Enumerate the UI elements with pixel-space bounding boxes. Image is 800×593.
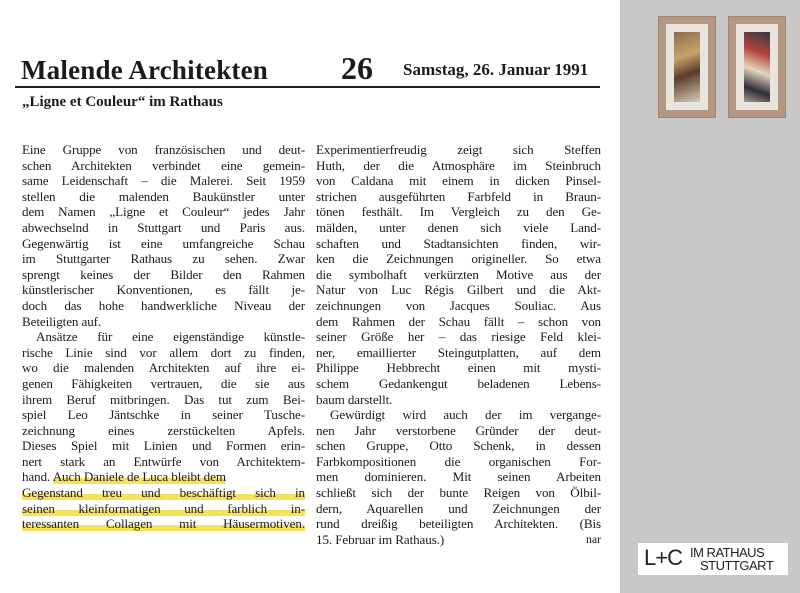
newspaper-header [15, 52, 600, 86]
text-line-last [316, 532, 601, 548]
text-line: von Caldana mit einem in dicken Pinsel- [316, 173, 601, 189]
author-signature: nar [585, 531, 601, 546]
text-line: men dominieren. Mit seinen Arbeiten [316, 469, 601, 485]
framed-artwork-thumbnail [658, 16, 716, 118]
text-line: spiel Leo Jäntschke in seiner Tusche- [22, 407, 305, 423]
page-number: 26 [341, 50, 373, 86]
text-fragment: 15. Februar im Rathaus.) [316, 531, 445, 547]
article-headline: „Ligne et Couleur“ im Rathaus [22, 94, 223, 110]
article-column-2 [316, 142, 601, 547]
text-line: sprengt keines der Bilder den Rahmen [22, 266, 305, 282]
highlighted-line [22, 485, 305, 501]
text-line: rund dreißig beteiligten Architekten. (Bis [316, 516, 601, 532]
highlighted-line [22, 501, 305, 517]
text-line: dem Namen „Ligne et Couleur“ jedes Jahr [22, 204, 305, 220]
logo-mark: L+C [644, 545, 682, 570]
logo-line-1: IM RATHAUS [690, 545, 765, 560]
text-line-highlighted-start [22, 469, 305, 485]
text-line: tönen festhält. Im Vergleich zu den Ge- [316, 204, 601, 220]
text-line: seiner Größe her – das riesige Feld klei- [316, 329, 601, 345]
text-line: stellen die malenden Baukünstler unter [22, 188, 305, 204]
text-line: schem Gedankengut beladenen Lebens- [316, 375, 601, 391]
section-title: Malende Architekten [21, 55, 269, 85]
framed-artwork-thumbnail [728, 16, 786, 118]
text-line: künstlerischer Konventionen, es fällt je- [22, 282, 305, 298]
gray-sidebar [620, 0, 800, 593]
text-line: schen Architekten verbindet eine gemein- [22, 157, 305, 173]
highlighted-text: teressanten Collagen mit Häusermotiven. [22, 516, 305, 532]
text-line: Gewürdigt wird auch der im vergange- [330, 407, 601, 423]
text-line: Dieses Spiel mit Linien und Formen erin- [22, 438, 305, 454]
text-line: dem Rahmen der Schau fällt – schon von [316, 313, 601, 329]
header-rule [15, 86, 600, 88]
text-line: nert stark an Entwürfe von Architektem- [22, 453, 305, 469]
text-line: schließt sich der bunte Reigen von Ölbil- [316, 485, 601, 501]
text-fragment: hand. [22, 469, 51, 485]
text-line: Gegenwärtig ist eine umfangreiche Schau [22, 235, 305, 251]
logo-line-2: STUTTGART [700, 558, 774, 573]
text-line: wo die malenden Architekten auf ihre ei- [22, 360, 305, 376]
text-line: ihrem Beruf mitbringen. Das tut zum Bei- [22, 391, 305, 407]
text-line: Philippe Hebbrecht einen mit mysti- [316, 360, 601, 376]
highlighted-text: Auch Daniele de Luca bleibt dem [52, 469, 226, 485]
text-line: same Leidenschaft – die Malerei. Seit 1959 [22, 173, 305, 189]
artwork-image [674, 32, 700, 102]
text-line: Huth, der die Atmosphäre im Steinbruch [316, 157, 601, 173]
publication-date: Samstag, 26. Januar 1991 [403, 60, 589, 79]
text-line: schen Gruppe, Otto Schenk, in dessen [316, 438, 601, 454]
text-line: Natur von Luc Régis Gilbert und die Akt- [316, 282, 601, 298]
text-line: zeichnung eines zerstückelten Apfels. [22, 422, 305, 438]
text-line: schaften und Stadtansichten finden, wir- [316, 235, 601, 251]
text-line: zeichnungen von Jacques Souliac. Aus [316, 297, 601, 313]
text-line: mälden, unter denen sich viele Land- [316, 219, 601, 235]
text-line: ken die Zeichnungen origineller. So etwa [316, 251, 601, 267]
highlighted-line [22, 516, 305, 532]
text-line: genen Fähigkeiten vertrauen, die sie aus [22, 375, 305, 391]
text-line: baum darstellt. [316, 391, 393, 407]
lc-rathaus-logo [638, 543, 788, 575]
text-line: rische Linie sind vor allem dort zu finden, [22, 344, 305, 360]
artwork-image [744, 32, 770, 102]
text-line: Experimentierfreudig zeigt sich Steffen [316, 142, 601, 157]
text-line: Beteiligten auf. [22, 313, 102, 329]
text-line: strichen ausgeführten Farbfeld in Braun- [316, 188, 601, 204]
text-line: ner, emaillierter Steingutplatten, auf dem [316, 344, 601, 360]
text-line: abwechselnd in Stuttgart und Paris aus. [22, 219, 305, 235]
text-line: die symbolhaft verkürzten Motive aus der [316, 266, 601, 282]
text-line: dern, Aquarellen und Zeichnungen der [316, 500, 601, 516]
article-column-1 [22, 142, 305, 532]
highlighted-text: Gegenstand treu und beschäftigt sich in [22, 485, 305, 501]
text-line: doch das hohe handwerkliche Niveau der [22, 297, 305, 313]
text-line: im Stuttgarter Rathaus zu sehen. Zwar [22, 251, 305, 267]
text-line: Farbkompositionen die organischen For- [316, 453, 601, 469]
highlighted-text: seinen kleinformatigen und farblich in- [22, 500, 305, 516]
text-line: nen Jahr verstorbene Gründer der deut- [316, 422, 601, 438]
text-line: Eine Gruppe von französischen und deut- [22, 142, 305, 157]
text-line: Ansätze für eine eigenständige künstle- [36, 329, 305, 345]
